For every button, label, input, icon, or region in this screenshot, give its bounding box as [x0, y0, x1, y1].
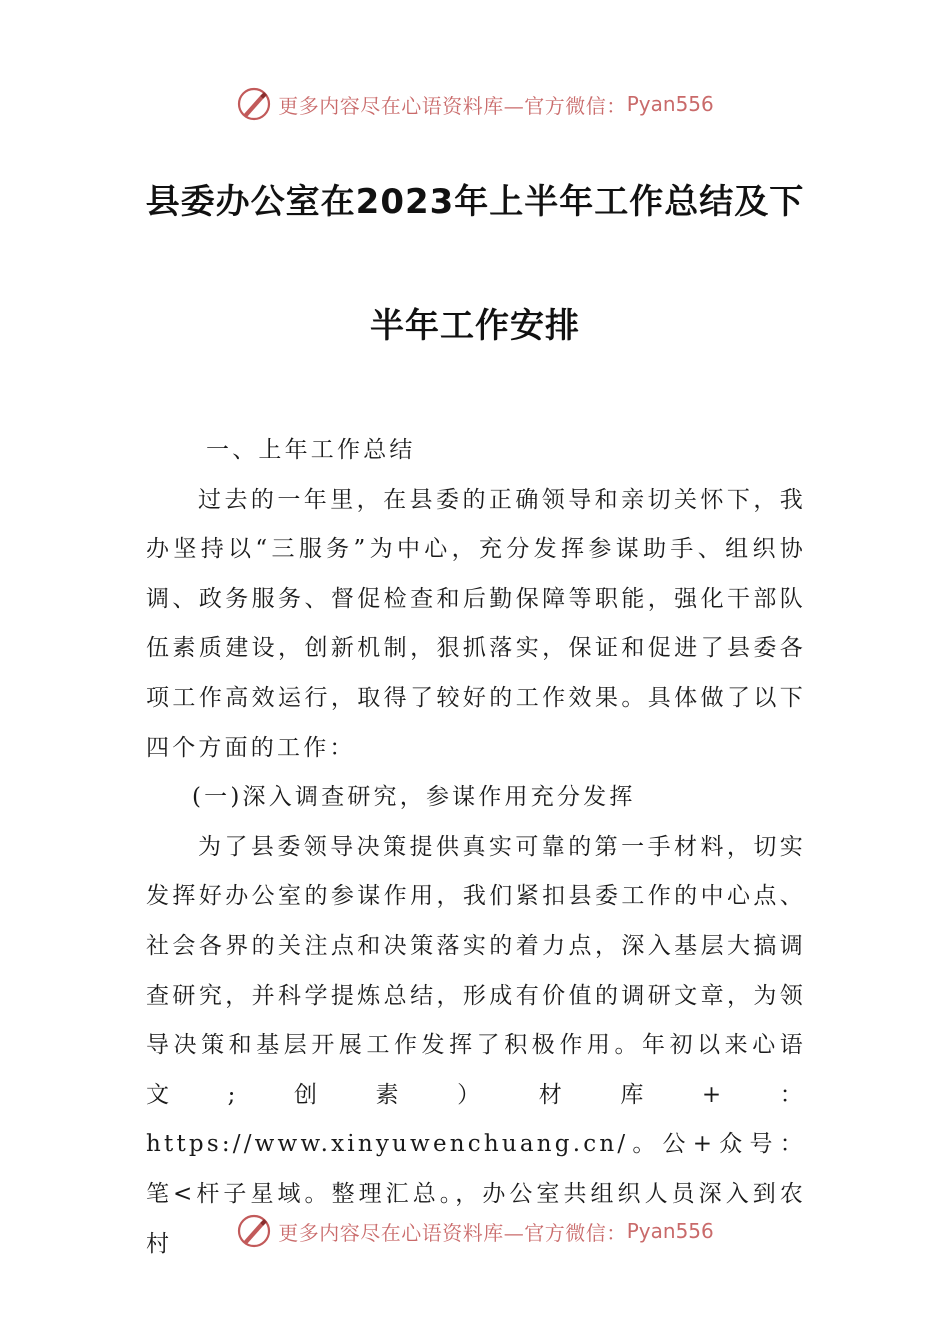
promo-text: 更多内容尽在心语资料库—官方微信：: [278, 1220, 627, 1245]
document-title-line-1: 县委办公室在2023年上半年工作总结及下: [145, 182, 805, 222]
wechat-id: Pyan556: [626, 92, 714, 116]
header-watermark-banner: [0, 84, 950, 124]
subsection-heading: (一)深入调查研究，参谋作用充分发挥: [192, 784, 636, 811]
footer-watermark-banner: [0, 1211, 950, 1251]
document-title-line-2: 半年工作安排: [370, 306, 580, 346]
document-body: [146, 426, 806, 1269]
promo-text: 更多内容尽在心语资料库—官方微信：: [278, 93, 627, 118]
wechat-id: Pyan556: [626, 1219, 714, 1243]
pen-circle-logo-icon: [236, 86, 272, 122]
section-heading: 一、上年工作总结: [206, 437, 416, 463]
intro-paragraph: 过去的一年里，在县委的正确领导和亲切关怀下，我办坚持以“三服务”为中心，充分发挥参谋助手、组织协调、政务服务、督促检查和后勤保障等职能，强化干部队伍素质建设，创新机制，狠抓落实，保证和促进了县委各项工作高效运行，取得了较好的工作效果。具体做了以下四个方面的工作：: [146, 486, 806, 761]
subsection-paragraph: 为了县委领导决策提供真实可靠的第一手材料，切实发挥好办公室的参谋作用，我们紧扣县委工作的中心点、社会各界的关注点和决策落实的着力点，深入基层大搞调查研究，并科学提炼总结，形成有价值的调研文章，为领导决策和基层开展工作发挥了积极作用。年初以来心语文;创素）材库+：https://www.xinyuwenchuang.cn/。公+众号：笔<杆子星域。整理汇总。，办公室共组织人员深入到农村: [146, 833, 806, 1257]
pen-circle-logo-icon: [236, 1213, 272, 1249]
